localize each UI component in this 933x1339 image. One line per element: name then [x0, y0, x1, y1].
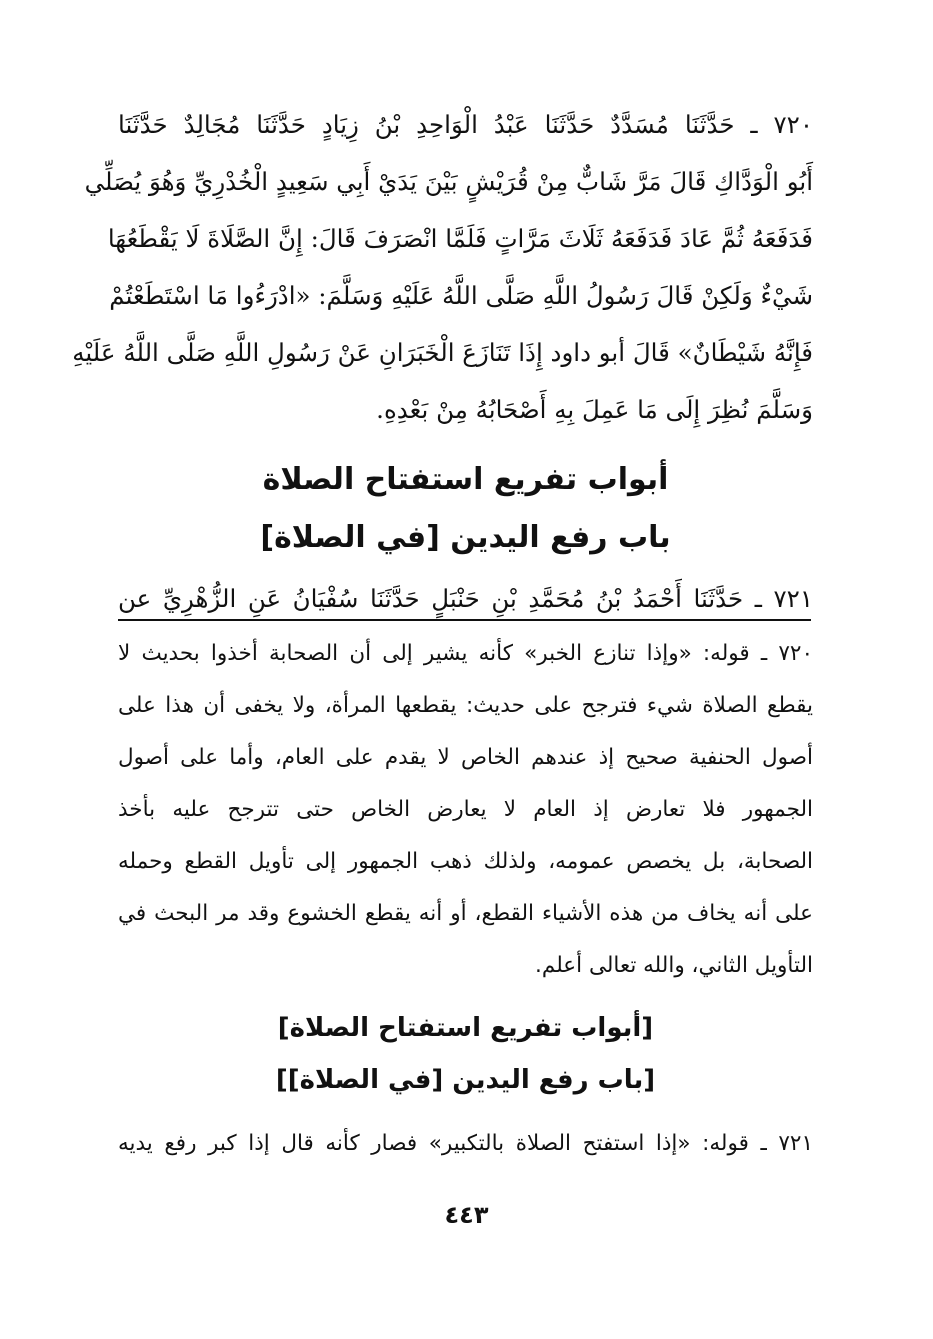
commentary-721-line-1: ٧٢١ ـ قوله: «إذا استفتح الصلاة بالتكبير» فصار كأنه قال إذا كبر رفع يديه — [118, 1131, 813, 1156]
commentary-720-line-7: التأويل الثاني، والله تعالى أعلم. — [535, 953, 813, 978]
page-number: ٤٤٣ — [444, 1201, 489, 1229]
hadith-721-line-1: ٧٢١ ـ حَدَّثَنَا أَحْمَدُ بْنُ مُحَمَّدِ بْنِ حَنْبَلٍ حَدَّثَنَا سُفْيَانُ عَنِ الزُّهْرِيِّ عن — [118, 584, 813, 613]
commentary-720-line-4: الجمهور فلا تعارض إذ العام لا يعارض الخاص حتى تترجح عليه بأخذ — [118, 797, 813, 822]
commentary-720-line-3: أصول الحنفية صحيح إذ عندهم الخاص لا يقدم على العام، وأما على أصول — [118, 745, 813, 770]
hadith-720-line-2: أَبُو الْوَدَّاكِ قَالَ مَرَّ شَابٌّ مِنْ قُرَيْشٍ بَيْنَ يَدَيْ أَبِي سَعِيدٍ الْخُدْرِيِّ وَهُوَ يُصَلِّي — [84, 167, 813, 196]
commentary-block — [118, 628, 813, 1170]
commentary-720-line-5: الصحابة، بل يخصص عمومه، ولذلك ذهب الجمهور إلى تأويل القطع وحمله — [118, 849, 813, 874]
hadith-720-line-3: فَدَفَعَهُ ثُمَّ عَادَ فَدَفَعَهُ ثَلَاثَ مَرَّاتٍ فَلَمَّا انْصَرَفَ قَالَ: إِنَّ الصَّلَاةَ لَا يَقْطَعُهَا — [107, 224, 813, 253]
hadith-text-block — [72, 96, 813, 627]
commentary-720-line-2: يقطع الصلاة شيء فترجح على حديث: يقطعها المرأة، ولا يخفى أن هذا على — [118, 693, 813, 718]
section-heading: أبواب تفريع استفتاح الصلاة — [262, 462, 669, 497]
footnote-divider — [118, 619, 811, 621]
hadith-720-line-6: وَسَلَّمَ نُظِرَ إِلَى مَا عَمِلَ بِهِ أَصْحَابُهُ مِنْ بَعْدِهِ. — [376, 395, 813, 424]
chapter-heading: باب رفع اليدين [في الصلاة] — [260, 520, 671, 555]
commentary-chapter-heading: [باب رفع اليدين [في الصلاة]] — [275, 1065, 656, 1095]
hadith-720-line-5: فَإِنَّهُ شَيْطَانٌ» قَالَ أبو داود إِذَا تَنَازَعَ الْخَبَرَانِ عَنْ رَسُولِ اللَّهِ صَلَّى اللَّهُ عَلَيْهِ — [72, 338, 813, 367]
hadith-720-line-4: شَيْءٌ وَلَكِنْ قَالَ رَسُولُ اللَّهِ صَلَّى اللَّهُ عَلَيْهِ وَسَلَّمَ: «ادْرَءُوا مَا اسْتَطَعْتُمْ — [109, 281, 813, 310]
hadith-720-line-1: ٧٢٠ ـ حَدَّثَنَا مُسَدَّدٌ حَدَّثَنَا عَبْدُ الْوَاحِدِ بْنُ زِيَادٍ حَدَّثَنَا مُجَالِدٌ حَدَّثَنَا — [118, 110, 813, 139]
commentary-720-line-6: على أنه يخاف من هذه الأشياء القطع، أو أنه يقطع الخشوع وقد مر البحث في — [118, 901, 813, 926]
commentary-720-line-1: ٧٢٠ ـ قوله: «وإذا تنازع الخبر» كأنه يشير إلى أن الصحابة أخذوا بحديث لا — [118, 641, 813, 666]
commentary-section-heading: [أبواب تفريع استفتاح الصلاة] — [277, 1013, 654, 1043]
